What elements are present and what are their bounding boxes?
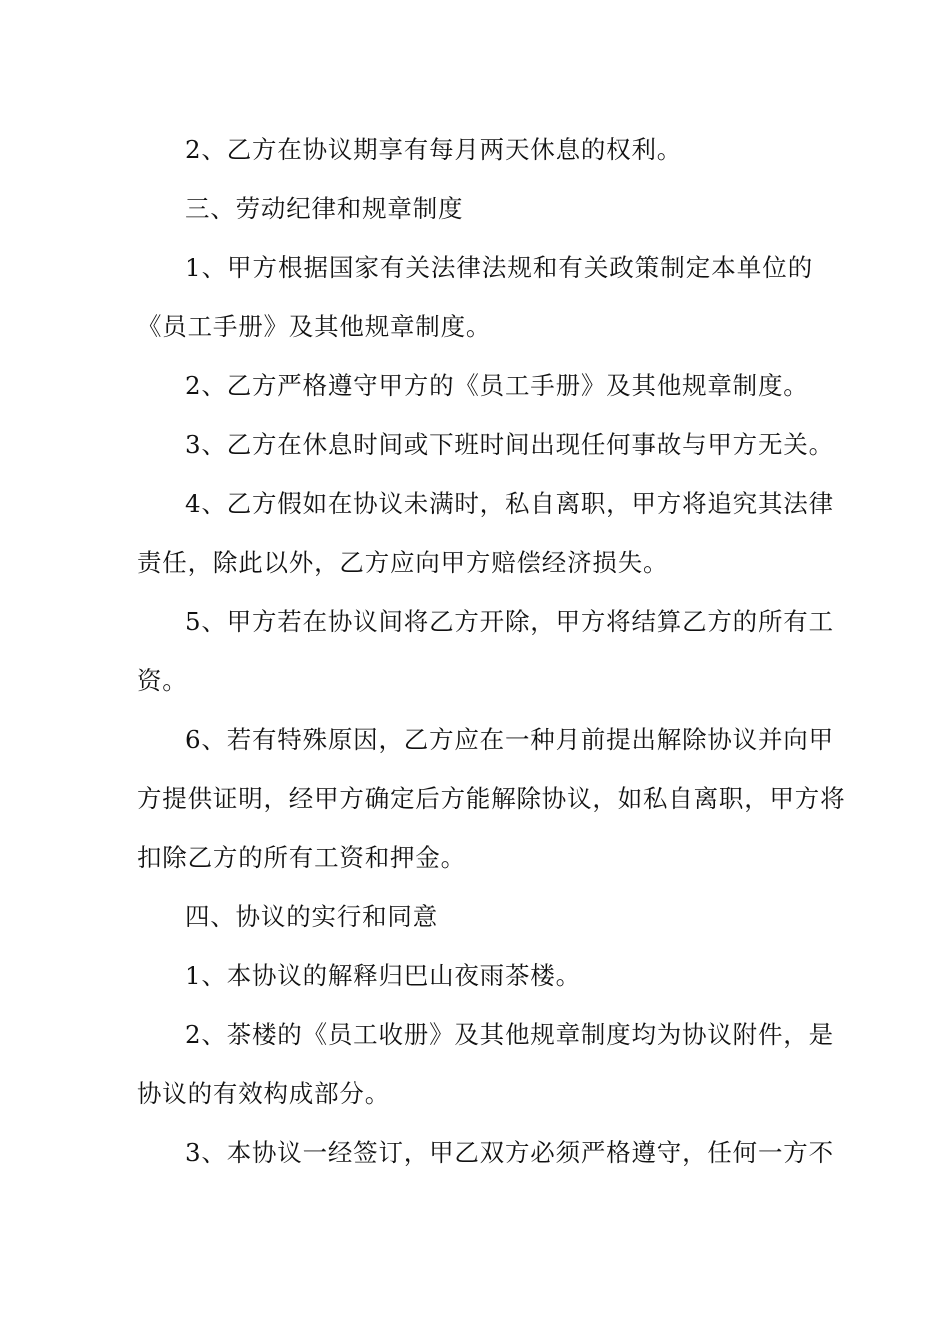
clause-termination-line2: 方提供证明，经甲方确定后方能解除协议，如私自离职，甲方将 [137,784,846,813]
clause-dismissal-line2: 资。 [137,666,188,695]
clause-handbook-line2: 《员工手册》及其他规章制度。 [137,312,492,341]
section-heading-discipline: 三、劳动纪律和规章制度 [185,194,464,223]
clause-attachments-line2: 协议的有效构成部分。 [137,1079,390,1108]
clause-early-leave-line1: 4、乙方假如在协议未满时，私自离职，甲方将追究其法律 [185,489,834,518]
clause-early-leave-line2: 责任，除此以外，乙方应向甲方赔偿经济损失。 [137,548,669,577]
clause-rest-days: 2、乙方在协议期享有每月两天休息的权利。 [185,135,683,164]
clause-termination-line3: 扣除乙方的所有工资和押金。 [137,843,466,872]
clause-handbook-line1: 1、甲方根据国家有关法律法规和有关政策制定本单位的 [185,253,813,282]
section-heading-execution: 四、协议的实行和同意 [185,902,438,931]
clause-interpretation: 1、本协议的解释归巴山夜雨茶楼。 [185,961,581,990]
clause-dismissal-line1: 5、甲方若在协议间将乙方开除，甲方将结算乙方的所有工 [185,607,834,636]
clause-attachments-line1: 2、茶楼的《员工收册》及其他规章制度均为协议附件，是 [185,1020,834,1049]
clause-termination-line1: 6、若有特殊原因，乙方应在一种月前提出解除协议并向甲 [185,725,834,754]
clause-obey-rules: 2、乙方严格遵守甲方的《员工手册》及其他规章制度。 [185,371,809,400]
clause-off-duty-liability: 3、乙方在休息时间或下班时间出现任何事故与甲方无关。 [185,430,834,459]
clause-binding: 3、本协议一经签订，甲乙双方必须严格遵守，任何一方不 [185,1138,834,1167]
